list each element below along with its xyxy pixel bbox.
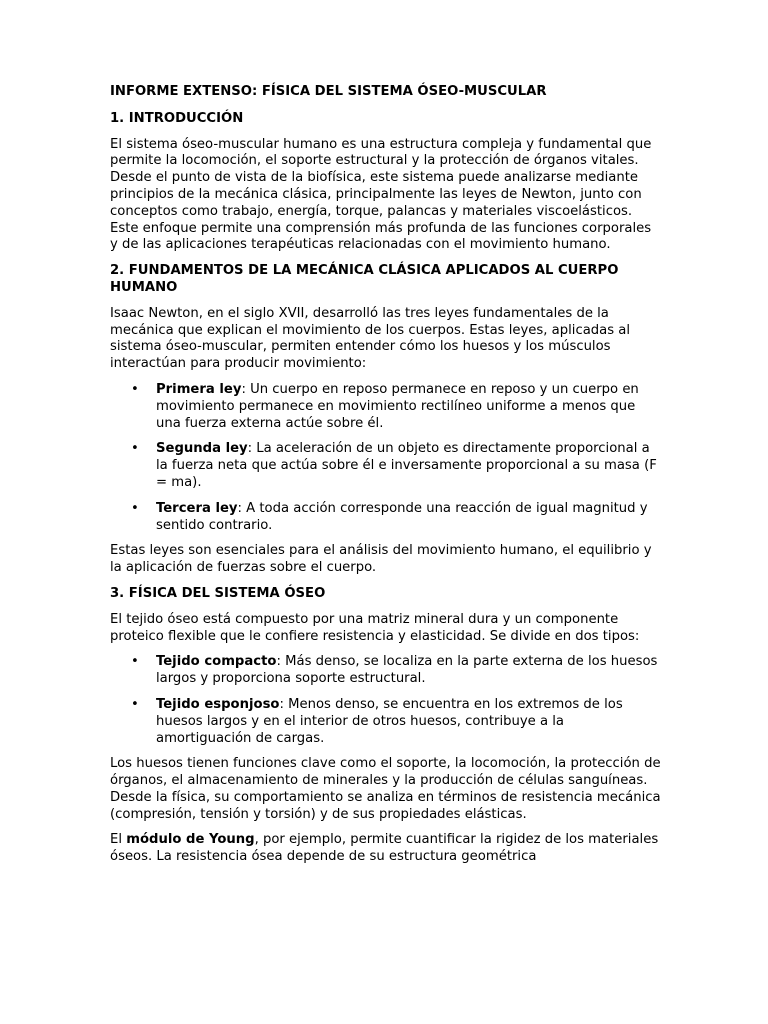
section-heading: 2. FUNDAMENTOS DE LA MECÁNICA CLÁSICA APLICADOS AL CUERPO HUMANO	[110, 263, 619, 295]
bone-tissue-list	[110, 654, 662, 747]
paragraph: Estas leyes son esenciales para el análisis del movimiento humano, el equilibrio y la aplicación de fuerzas sobre el cuerpo.	[110, 543, 652, 576]
list-item	[156, 382, 662, 432]
paragraph-text: , por ejemplo, permite cuantificar la rigidez de los materiales óseos. La resistencia ósea depende de su estructura geométrica	[110, 832, 659, 865]
list-item-term: Segunda ley	[156, 441, 248, 457]
paragraph-term: módulo de Young	[126, 832, 255, 848]
list-item-text: : La aceleración de un objeto es directamente proporcional a la fuerza neta que actúa sobre él e inversamente proporcional a su masa (F = ma).	[156, 441, 657, 490]
paragraph: El tejido óseo está compuesto por una matriz mineral dura y un componente proteico flexible que le confiere resistencia y elasticidad. Se divide en dos tipos:	[110, 611, 640, 644]
list-item-text: : Más denso, se localiza en la parte externa de los huesos largos y proporciona soporte estructural.	[156, 654, 658, 687]
newton-laws-list	[110, 382, 662, 534]
list-item-term: Primera ley	[156, 381, 242, 397]
section-fundamentos	[110, 263, 662, 577]
list-item-term: Tejido compacto	[156, 654, 277, 670]
section-sistema-oseo	[110, 586, 662, 866]
list-item-term: Tercera ley	[156, 500, 238, 516]
section-heading: 3. FÍSICA DEL SISTEMA ÓSEO	[110, 585, 326, 601]
paragraph	[110, 832, 662, 866]
paragraph: Isaac Newton, en el siglo XVII, desarrolló las tres leyes fundamentales de la mecánica que explican el movimiento de los cuerpos. Estas leyes, aplicadas al sistema óseo-muscular, permiten entender cómo los huesos y los músculos interactúan para producir movimiento:	[110, 305, 631, 372]
section-heading: 1. INTRODUCCIÓN	[110, 110, 244, 126]
section-introduccion	[110, 111, 662, 254]
list-item-text: : Menos denso, se encuentra en los extremos de los huesos largos y en el interior de otros huesos, contribuye a la amortiguación de cargas.	[156, 696, 623, 746]
list-item	[156, 501, 662, 535]
list-item-text: : Un cuerpo en reposo permanece en reposo y un cuerpo en movimiento permanece en movimiento rectilíneo uniforme a menos que una fuerza externa actúe sobre él.	[156, 381, 639, 431]
paragraph-text: El	[110, 832, 127, 848]
document-title: INFORME EXTENSO: FÍSICA DEL SISTEMA ÓSEO-MUSCULAR	[110, 84, 547, 99]
paragraph: Los huesos tienen funciones clave como el soporte, la locomoción, la protección de órganos, el almacenamiento de minerales y la producción de células sanguíneas. Desde la física, su comportamiento se analiza en términos de resistencia mecánica (compresión, tensión y torsión) y de sus propiedades elásticas.	[110, 756, 661, 822]
list-item	[156, 441, 662, 491]
paragraph: El sistema óseo-muscular humano es una estructura compleja y fundamental que permite la locomoción, el soporte estructural y la protección de órganos vitales. Desde el punto de vista de la biofísica, este sistema puede analizarse mediante principios de la mecánica clásica, principalmente las leyes de Newton, junto con conceptos como trabajo, energía, torque, palancas y materiales viscoelásticos. Este enfoque permite una comprensión más profunda de las funciones corporales y de las aplicaciones terapéuticas relacionadas con el movimiento humano.	[110, 136, 652, 253]
list-item-term: Tejido esponjoso	[156, 696, 280, 712]
list-item	[156, 697, 662, 747]
list-item	[156, 654, 662, 688]
list-item-text: : A toda acción corresponde una reacción de igual magnitud y sentido contrario.	[156, 500, 648, 533]
document-page	[110, 84, 662, 875]
